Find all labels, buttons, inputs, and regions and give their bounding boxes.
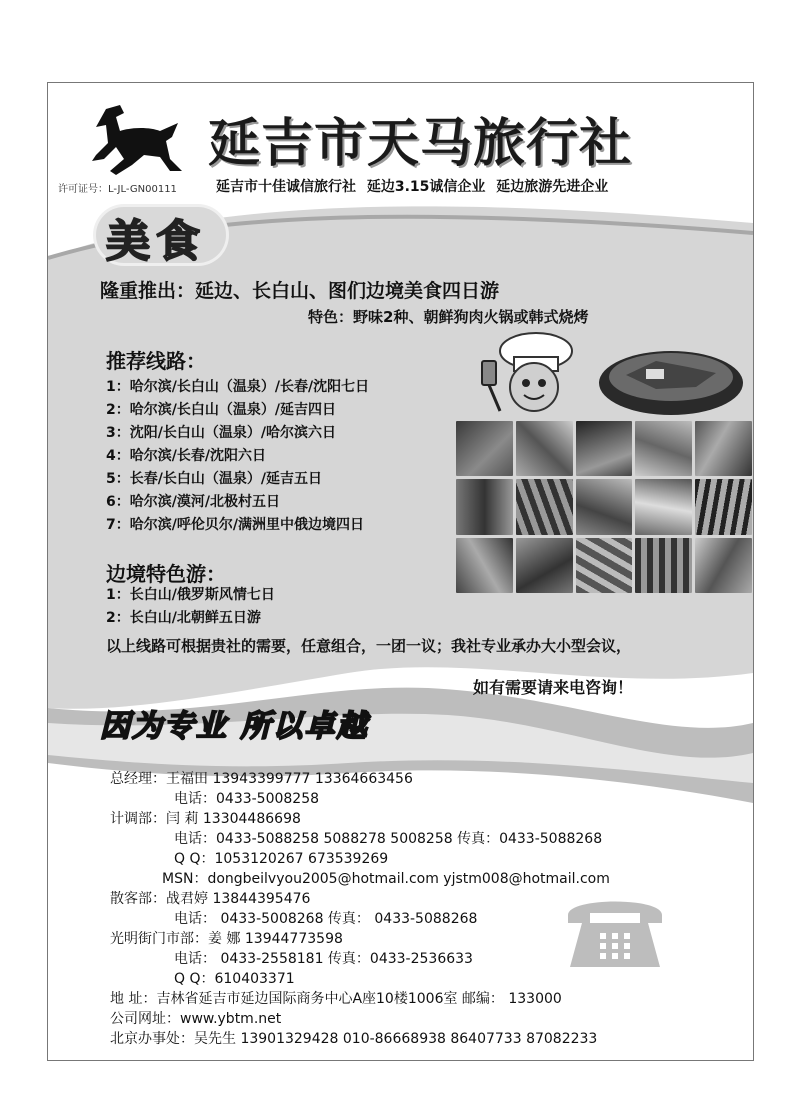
contact-store: [110, 929, 610, 949]
route-item: 1：哈尔滨/长白山（温泉）/长春/沈阳七日: [106, 379, 370, 395]
route-item: 3：沈阳/长白山（温泉）/哈尔滨六日: [106, 425, 336, 441]
food-photo: [516, 421, 573, 476]
slogan: 因为专业 所以卓越: [100, 709, 369, 744]
food-photo: [516, 538, 573, 593]
food-photo: [456, 538, 513, 593]
company-honors: [216, 176, 608, 196]
food-photo: [576, 479, 633, 534]
recommended-route-list: [106, 376, 369, 537]
chef-mascot-icon: [476, 331, 586, 423]
food-photo: [456, 421, 513, 476]
notice-line-2: 如有需要请来电咨询！: [473, 678, 634, 697]
notice-line-1: 以上线路可根据贵社的需要，任意组合，一团一议；我社专业承办大小型会议，: [106, 637, 632, 655]
route-item: 7：哈尔滨/呼伦贝尔/满洲里中俄边境四日: [106, 517, 364, 533]
recommended-heading: 推荐线路：: [106, 349, 206, 373]
food-photo: [695, 479, 752, 534]
contact-block: [110, 769, 610, 1049]
border-tour-item: 2：长白山/北朝鲜五日游: [106, 610, 261, 626]
contact-gm: [110, 769, 610, 789]
contact-label: 散客部：: [110, 891, 166, 907]
contact-value: 吴先生 13901329428 010-86668938 86407733 87082233: [194, 1031, 598, 1047]
contact-store-phone: 电话： 0433-2558181 传真：0433-2536633: [174, 951, 473, 967]
border-tour-item: 1：长白山/俄罗斯风情七日: [106, 587, 275, 603]
contact-value: 王福田 13943399777 13364663456: [166, 771, 413, 787]
contact-planning-msn: MSN：dongbeilvyou2005@hotmail.com yjstm008@hotmail.com: [162, 871, 610, 887]
contact-label: 北京办事处：: [110, 1031, 194, 1047]
contact-planning-qq: Q Q：1053120267 673539269: [174, 851, 389, 867]
contact-label: 地 址：: [110, 991, 157, 1007]
contact-planning-phone: 电话：0433-5088258 5088278 5008258 传真：0433-5088268: [174, 831, 603, 847]
contact-label: 公司网址：: [110, 1011, 180, 1027]
license-number: 许可证号：L-JL-GN00111: [58, 184, 177, 195]
honor-2: 延边3.15诚信企业: [366, 179, 486, 195]
flyer-page: [47, 82, 754, 1061]
honor-3: 延边旅游先进企业: [496, 179, 609, 195]
contact-label: 总经理：: [110, 771, 166, 787]
contact-website: [110, 1009, 610, 1029]
contact-store-qq: Q Q：610403371: [174, 971, 295, 987]
contact-value: 战君婷 13844395476: [166, 891, 311, 907]
contact-address: [110, 989, 610, 1009]
food-photo-grid: [456, 421, 752, 593]
border-tour-heading: 边境特色游：: [106, 562, 226, 586]
contact-value: 闫 莉 13304486698: [166, 811, 301, 827]
contact-individual-phone: 电话： 0433-5008268 传真： 0433-5088268: [174, 911, 478, 927]
food-photo: [635, 421, 692, 476]
route-item: 5：长春/长白山（温泉）/延吉五日: [106, 471, 322, 487]
food-photo: [516, 479, 573, 534]
contact-gm-phone: 电话：0433-5008258: [174, 791, 320, 807]
feature-line: 特色：野味2种、朝鲜狗肉火锅或韩式烧烤: [308, 308, 589, 326]
contact-value: 姜 娜 13944773598: [208, 931, 343, 947]
food-photo: [695, 538, 752, 593]
border-tour-list: [106, 584, 275, 630]
food-photo: [635, 479, 692, 534]
company-name: 延吉市天马旅行社: [208, 113, 633, 174]
food-photo: [576, 538, 633, 593]
contact-value: 吉林省延吉市延边国际商务中心A座10楼1006室 邮编： 133000: [156, 991, 562, 1007]
honor-1: 延吉市十佳诚信旅行社: [216, 179, 356, 195]
food-photo: [456, 479, 513, 534]
horse-logo-icon: [86, 101, 186, 179]
food-photo: [576, 421, 633, 476]
contact-value: www.ybtm.net: [180, 1011, 282, 1027]
promo-line: 隆重推出：延边、长白山、图们边境美食四日游: [100, 280, 500, 302]
category-title: 美食: [106, 216, 206, 267]
food-photo: [635, 538, 692, 593]
contact-label: 光明街门市部：: [110, 931, 208, 947]
contact-label: 计调部：: [110, 811, 166, 827]
route-item: 4：哈尔滨/长春/沈阳六日: [106, 448, 266, 464]
contact-individual: [110, 889, 610, 909]
route-item: 6：哈尔滨/漠河/北极村五日: [106, 494, 280, 510]
contact-planning: [110, 809, 610, 829]
food-photo: [695, 421, 752, 476]
contact-beijing: [110, 1029, 610, 1049]
food-plate-image: [596, 341, 746, 419]
route-item: 2：哈尔滨/长白山（温泉）/延吉四日: [106, 402, 336, 418]
